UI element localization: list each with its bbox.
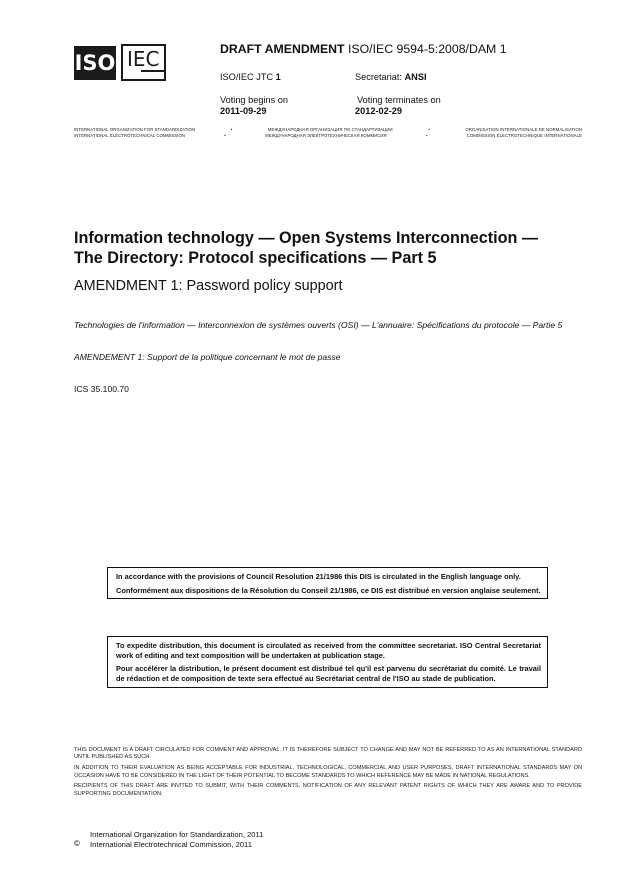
voting-begins-date: 2011-09-29 [220, 106, 267, 116]
org-line-iec [74, 133, 582, 138]
org-name-ru: МЕЖДУНАРОДНАЯ ОРГАНИЗАЦИЯ ПО СТАНДАРТИЗАЦИИ [267, 127, 393, 132]
org-name-fr: ORGANISATION INTERNATIONALE DE NORMALISATION [465, 127, 582, 132]
amendment-title-fr: AMENDEMENT 1: Support de la politique concernant le mot de passe [74, 352, 341, 362]
title-line-1: Information technology — Open Systems Interconnection — [74, 229, 539, 247]
separator: • [425, 133, 428, 138]
doc-number: ISO/IEC 9594-5:2008/DAM 1 [347, 42, 507, 56]
voting-ends-label: Voting terminates on [357, 95, 441, 105]
title-line-2: The Directory: Protocol specifications — Part 5 [74, 249, 437, 267]
doc-type: DRAFT AMENDMENT [220, 42, 345, 56]
iec-logo: IEC [121, 44, 166, 81]
copyright-iso: International Organization for Standardization, 2011 [90, 830, 264, 839]
disclaimer-paragraph: RECIPIENTS OF THIS DRAFT ARE INVITED TO SUBMIT, WITH THEIR COMMENTS, NOTIFICATION OF ANY RELEVANT PATENT RIGHTS OF WHICH THEY ARE AWARE AND TO PROVIDE SUPPORTING DOCUMENTATION. [74, 783, 582, 797]
notice-fr: Conformément aux dispositions de la Résolution du Conseil 21/1986, ce DIS est distribué en version anglaise seulement. [116, 585, 541, 595]
separator: • [428, 127, 430, 132]
disclaimer-paragraph: IN ADDITION TO THEIR EVALUATION AS BEING ACCEPTABLE FOR INDUSTRIAL, TECHNOLOGICAL, COMMERCIAL AND USER PURPOSES, DRAFT INTERNATIONAL STANDARDS MAY ON OCCASION HAVE TO BE CONSIDERED IN THE LIGHT OF THEIR POTENTIAL TO BECOME STANDARDS TO WHICH REFERENCE MAY BE MADE IN NATIONAL REGULATIONS. [74, 765, 582, 779]
language-notice-box [107, 567, 548, 599]
ics-code: ICS 35.100.70 [74, 384, 129, 394]
org-name-fr: COMMISSION ÉLECTROTECHNIQUE INTERNATIONALE [466, 133, 582, 138]
distribution-notice-box [107, 636, 548, 688]
secretariat-value: ANSI [404, 72, 427, 82]
disclaimer-paragraph: THIS DOCUMENT IS A DRAFT CIRCULATED FOR COMMENT AND APPROVAL. IT IS THEREFORE SUBJECT TO CHANGE AND MAY NOT BE REFERRED TO AS AN INTERNATIONAL STANDARD UNTIL PUBLISHED AS SUCH. [74, 747, 582, 761]
draft-disclaimer [74, 747, 582, 801]
notice-en: In accordance with the provisions of Council Resolution 21/1986 this DIS is circulated in the English language only. [116, 572, 521, 581]
voting-begins-label: Voting begins on [220, 95, 288, 105]
org-name-en: INTERNATIONAL ORGANIZATION FOR STANDARDIZATION [74, 127, 196, 132]
iso-logo: ISO [74, 46, 116, 80]
document-title-fr: Technologies de l'information — Interconnexion de systèmes ouverts (OSI) — L'annuaire: Spécifications du protocole — Partie 5 [74, 320, 563, 330]
voting-ends-date: 2012-02-29 [355, 106, 402, 116]
org-name-en: INTERNATIONAL ELECTROTECHNICAL COMMISSION [74, 133, 185, 138]
secretariat [355, 72, 427, 82]
committee-number: 1 [275, 72, 281, 82]
amendment-title-en: AMENDMENT 1: Password policy support [74, 278, 343, 294]
committee-label: ISO/IEC JTC [220, 72, 274, 82]
document-designation [220, 42, 507, 56]
org-name-ru: МЕЖДУНАРОДНАЯ ЭЛЕКТРОТЕХНИЧЕСКАЯ КОММИСИЯ [265, 133, 387, 138]
notice-fr: Pour accélérer la distribution, le présent document est distribué tel qu'il est parvenu du secrétariat du comité. Le travail de rédaction et de composition de texte sera effectué au Secrétariat central de l'ISO au stade de publication. [116, 664, 541, 684]
copyright-iec: International Electrotechnical Commission, 2011 [90, 839, 252, 849]
separator: • [230, 127, 233, 132]
document-title-en [74, 228, 574, 268]
org-line-iso [74, 127, 582, 132]
notice-en: To expedite distribution, this document is circulated as received from the committee secretariat. ISO Central Secretariat work of editing and text composition will be undertaken at publication stage. [116, 641, 541, 660]
separator: • [224, 133, 226, 138]
copyright-symbol: © [74, 839, 80, 848]
committee [220, 72, 281, 82]
secretariat-label: Secretariat: [355, 72, 402, 82]
copyright-notice [90, 830, 263, 849]
